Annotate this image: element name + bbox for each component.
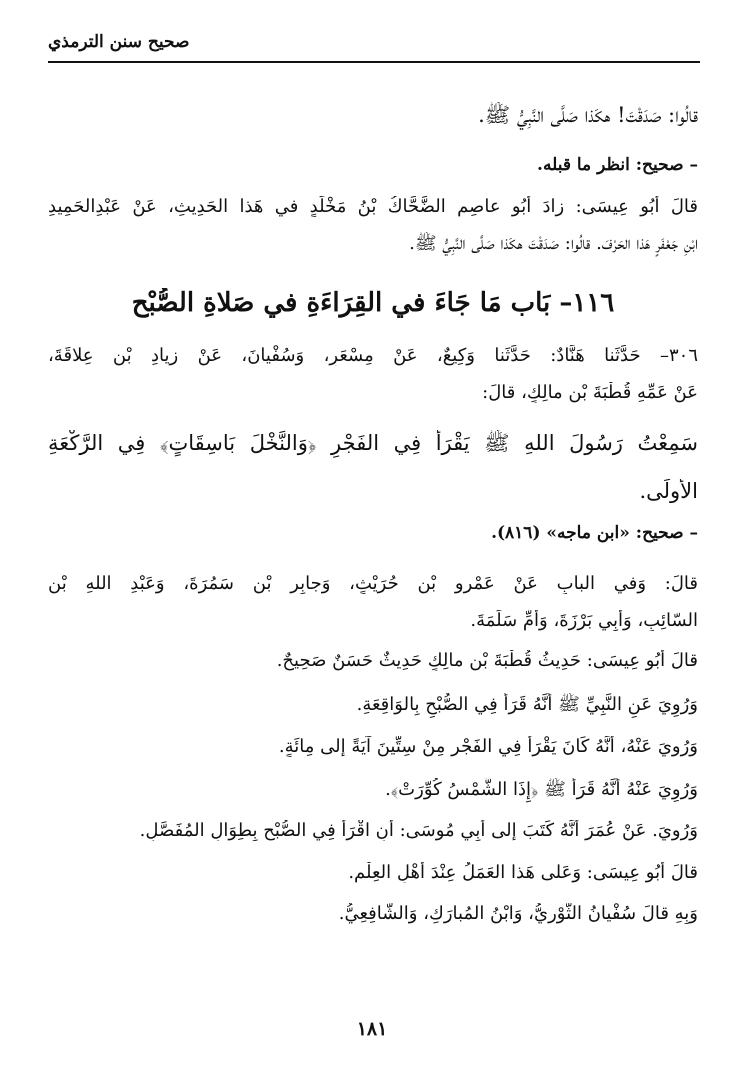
commentary-line: قالَ أَبُو عِيسَى: حَدِيثُ قُطْبَةَ بْنِ مالِكٍ حَدِيثٌ حَسَنٌ صَحِيحٌ. xyxy=(276,650,698,671)
commentary-line: وَرُوِيَ. عَنْ عُمَرَ أَنَّهُ كَتَبَ إِلى أَبِي مُوسَى: أَنِ اقْرَأْ فِي الصُّبْحِ بِطِوَالِ المُفَصَّلِ. xyxy=(139,820,698,841)
grading-note: – صحيح: «ابن ماجه» (٨١٦). xyxy=(491,523,698,543)
commentary-line: السّائِبِ، وَأَبِي بَرْزَةَ، وَأُمِّ سَلَمَةَ. xyxy=(470,610,698,631)
grading-note: – صحيح: انظر ما قبله. xyxy=(537,155,698,175)
hadith-text-line: سَمِعْتُ رَسُولَ اللهِ ﷺ يَقْرَأُ فِي الفَجْرِ ﴿وَالنَّخْلَ بَاسِقَاتٍ﴾ فِي الرَّكْعَةِ xyxy=(48,431,698,455)
commentary-line: وَرُوِيَ عَنْهُ أَنَّهُ قَرَأَ ﷺ ﴿إِذَا الشَّمْسُ كُوِّرَتْ﴾. xyxy=(385,779,698,800)
book-title: صحيح سنن الترمذي xyxy=(48,32,190,52)
header-rule xyxy=(48,61,700,63)
commentary-line: ابْنِ جَعْفَرٍ هَذا الحَرْفَ. قالُوا: صَدَقْتَ هكَذا صَلَّى النَّبِيُّ ﷺ. xyxy=(409,233,698,254)
isnad-line: ٣٠٦– حَدَّثَنا هَنَّادٌ: حَدَّثَنا وَكِيعٌ، عَنْ مِسْعَرٍ، وَسُفْيانَ، عَنْ زِيادِ بْنِ عِلاقَةَ، xyxy=(48,345,698,366)
hadith-text-line: قالُوا: صَدَقْتَ! هكَذا صَلَّى النَّبِيُّ ﷺ. xyxy=(478,103,698,127)
commentary-line: قالَ: وَفي البابِ عَنْ عَمْرِو بْنِ حُرَيْثٍ، وَجابِرِ بْنِ سَمُرَةَ، وَعَبْدِ اللهِ بْنِ xyxy=(48,573,698,594)
hadith-text-line: الأُولَى. xyxy=(639,479,698,503)
page-number: ١٨١ xyxy=(356,1018,388,1040)
commentary-line: قالَ أَبُو عِيسَى: وَعَلى هَذا العَمَلُ عِنْدَ أَهْلِ العِلْمِ. xyxy=(348,862,698,883)
commentary-line: وَرُوِيَ عَنِ النَّبِيِّ ﷺ أَنَّهُ قَرَأَ فِي الصُّبْحِ بِالوَاقِعَةِ. xyxy=(356,694,698,715)
chapter-heading: ١١٦– بَاب مَا جَاءَ في القِرَاءَةِ في صَلاةِ الصُّبْحِ xyxy=(131,288,615,318)
running-header xyxy=(48,28,700,64)
commentary-line: قالَ أَبُو عِيسَى: زادَ أَبُو عاصِمٍ الضَّحَّاكُ بْنُ مَخْلَدٍ في هَذا الحَدِيثِ، عَنْ عَبْدِالحَمِيدِ xyxy=(48,196,698,217)
isnad-line: عَنْ عَمِّهِ قُطْبَةَ بْنِ مالِكٍ، قالَ: xyxy=(482,382,698,403)
commentary-line: وَرُوِيَ عَنْهُ، أَنَّهُ كَانَ يَقْرَأُ فِي الفَجْرِ مِنْ سِتِّينَ آيَةً إِلى مِائَةٍ. xyxy=(278,736,698,757)
commentary-line: وَبِهِ قالَ سُفْيانُ الثَّوْرِيُّ، وَابْنُ المُبارَكِ، وَالشّافِعِيُّ. xyxy=(338,903,698,924)
